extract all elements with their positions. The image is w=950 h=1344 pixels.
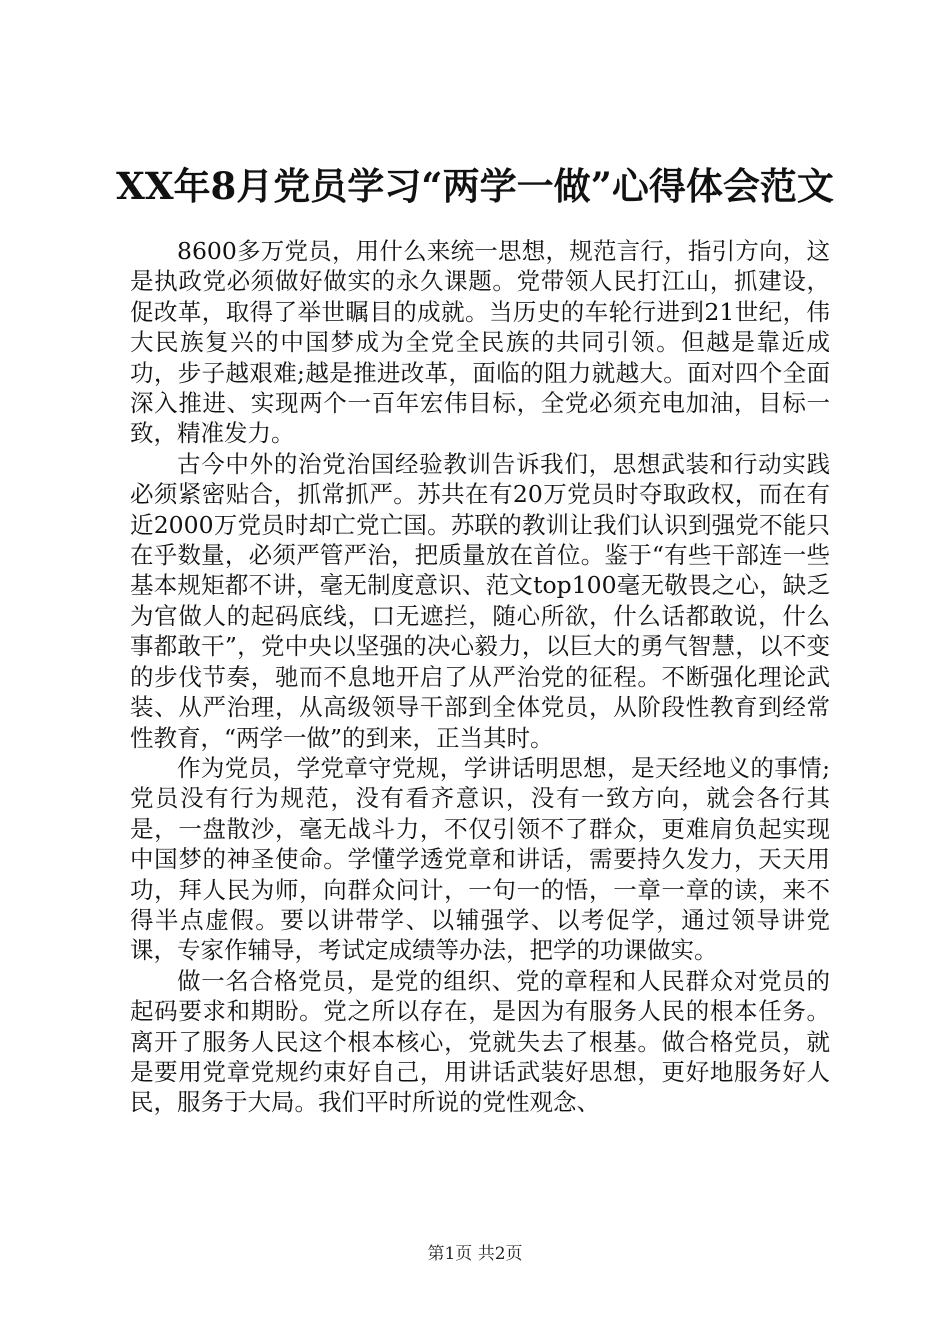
paragraph-1: 8600多万党员，用什么来统一思想，规范言行，指引方向，这是执政党必须做好做实的永久课题。党带领人民打江山，抓建设，促改革，取得了举世瞩目的成就。当历史的车轮行进到21世纪，伟大民族复兴的中国梦成为全党全民族的共同引领。但越是靠近成功，步子越艰难;越是推进改革，面临的阻力就越大。面对四个全面深入推进、实现两个一百年宏伟目标，全党必须充电加油，目标一致，精准发力。 xyxy=(130,237,830,448)
page-number-footer: 第1页 共2页 xyxy=(427,1244,523,1264)
paragraph-2: 古今中外的治党治国经验教训告诉我们，思想武装和行动实践必须紧密贴合，抓常抓严。苏共在有20万党员时夺取政权，而在有近2000万党员时却亡党亡国。苏联的教训让我们认识到强党不能只在乎数量，必须严管严治，把质量放在首位。鉴于“有些干部连一些基本规矩都不讲，毫无制度意识、范文top100毫无敬畏之心，缺乏为官做人的起码底线，口无遮拦，随心所欲，什么话都敢说，什么事都敢干”，党中央以坚强的决心毅力，以巨大的勇气智慧，以不变的步伐节奏，驰而不息地开启了从严治党的征程。不断强化理论武装、从严治理，从高级领导干部到全体党员，从阶段性教育到经常性教育，“两学一做”的到来，正当其时。 xyxy=(130,449,830,752)
paragraph-4: 做一名合格党员，是党的组织、党的章程和人民群众对党员的起码要求和期盼。党之所以存在，是因为有服务人民的根本任务。离开了服务人民这个根本核心，党就失去了根基。做合格党员，就是要用党章党规约束好自己，用讲话武装好思想，更好地服务好人民，服务于大局。我们平时所说的党性观念、 xyxy=(130,966,830,1117)
document-body xyxy=(130,236,830,1118)
paragraph-3: 作为党员，学党章守党规，学讲话明思想，是天经地义的事情;党员没有行为规范，没有看齐意识，没有一致方向，就会各行其是，一盘散沙，毫无战斗力，不仅引领不了群众，更难肩负起实现中国梦的神圣使命。学懂学透党章和讲话，需要持久发力，天天用功，拜人民为师，向群众问计，一句一的悟，一章一章的读，来不得半点虚假。要以讲带学、以辅强学、以考促学，通过领导讲党课，专家作辅导，考试定成绩等办法，把学的功课做实。 xyxy=(130,753,830,965)
document-title: XX年8月党员学习“两学一做”心得体会范文 xyxy=(116,164,834,208)
